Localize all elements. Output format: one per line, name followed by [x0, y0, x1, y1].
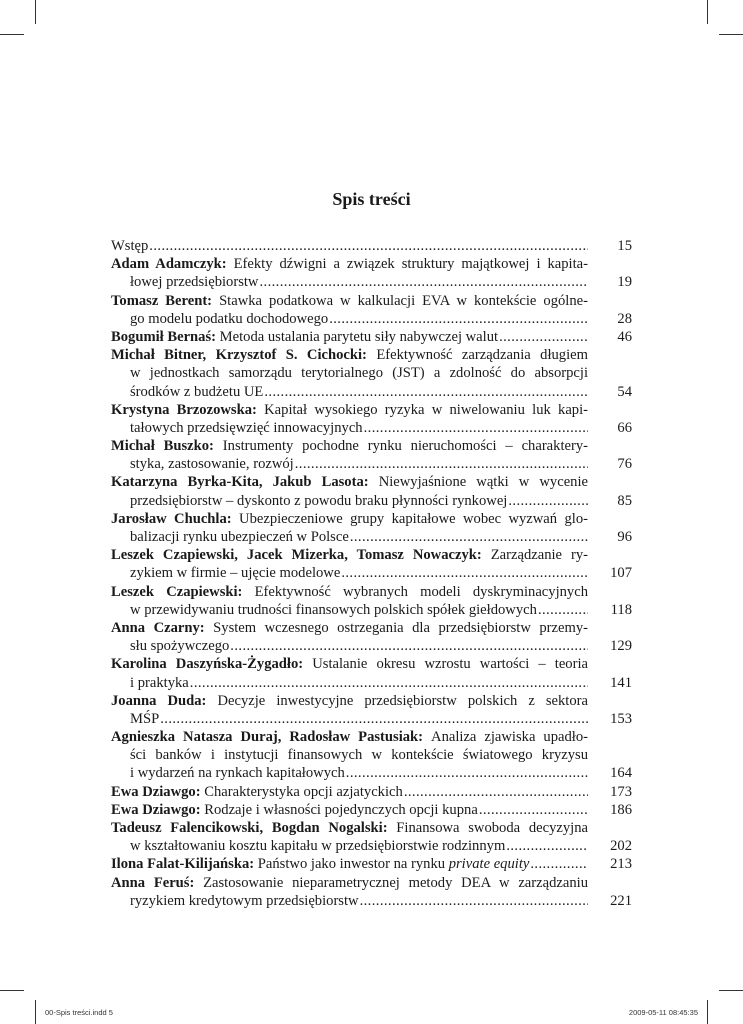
- dot-leader: [479, 801, 588, 819]
- dot-leader: [506, 837, 588, 855]
- toc-entry-title: go modelu podatku dochodowego: [130, 310, 329, 327]
- toc-entry-line: [111, 601, 632, 619]
- toc-entry-title: tałowych przedsięwzięć innowacyjnych: [130, 419, 363, 436]
- crop-mark: [707, 1000, 708, 1024]
- toc-entry-title: i wydarzeń na rynkach kapitałowych: [130, 765, 345, 782]
- toc-entry-line: [111, 637, 632, 655]
- page-title: Spis treści: [332, 189, 411, 209]
- toc-entry: [111, 237, 632, 255]
- toc-entry-line: [111, 764, 632, 782]
- page-number: 221: [610, 892, 632, 909]
- toc-entry-title: Zarządzanie ry-: [490, 547, 589, 564]
- page-number: 173: [610, 783, 632, 800]
- toc-author: Agnieszka Natasza Duraj, Radosław Pastusiak:: [111, 729, 424, 746]
- toc-entry-title: w jednostkach samorządu terytorialnego (JST) a zdolność do absorpcji: [130, 365, 588, 382]
- toc-entry-title: balizacji rynku ubezpieczeń w Polsce: [130, 529, 349, 545]
- toc-author: Jarosław Chuchla:: [111, 510, 232, 527]
- toc-entry-line: [111, 855, 632, 873]
- page-number: 19: [617, 274, 632, 291]
- page-number: 66: [617, 419, 632, 436]
- toc-entry-title: przedsiębiorstw – dyskonto z powodu braku płynności rynkowej: [130, 492, 508, 509]
- page-number: 153: [610, 710, 632, 727]
- toc-entry-title: MŚP: [130, 710, 160, 727]
- toc-entry: [111, 546, 632, 582]
- toc-entry-line: [111, 783, 632, 801]
- toc-entry: [111, 692, 632, 728]
- dot-leader: [160, 710, 588, 728]
- page-number: 54: [617, 383, 632, 400]
- toc-author: Ilona Falat-Kilijańska:: [111, 856, 255, 873]
- toc-entry-line: [111, 655, 632, 673]
- toc-entry-line: [111, 674, 632, 692]
- toc-entry-title: System wczesnego ostrzegania dla przedsiębiorstw przemy-: [213, 619, 588, 636]
- dot-leader: [530, 855, 588, 873]
- dot-leader: [295, 455, 588, 473]
- toc-author: Katarzyna Byrka-Kita, Jakub Lasota:: [111, 474, 369, 491]
- page-number: 202: [610, 838, 632, 855]
- page-number: 164: [610, 765, 632, 782]
- dot-leader: [149, 237, 588, 255]
- crop-mark: [719, 34, 743, 35]
- toc-entry-line: [111, 364, 632, 382]
- toc-entry: [111, 255, 632, 291]
- crop-mark: [719, 990, 743, 991]
- toc-entry-title: Wstęp: [111, 238, 149, 254]
- toc-author: Anna Feruś:: [111, 874, 195, 891]
- dot-leader: [360, 892, 588, 910]
- toc-entry: [111, 328, 632, 346]
- toc-entry: [111, 473, 632, 509]
- dot-leader: [508, 492, 588, 510]
- toc-entry-line: [111, 310, 632, 328]
- toc-entry-title: łowej przedsiębiorstw: [130, 274, 259, 291]
- toc-entry-title: Państwo jako inwestor na rynku: [257, 856, 446, 873]
- toc-entry: [111, 401, 632, 437]
- toc-author: Ewa Dziawgo:: [111, 783, 201, 800]
- toc-entry: [111, 801, 632, 819]
- toc-entry-title: Charakterystyka opcji azjatyckich: [204, 783, 403, 800]
- footer-timestamp: 2009-05-11 08:45:35: [628, 1008, 698, 1017]
- toc-entry-line: [111, 492, 632, 510]
- toc-entry: [111, 728, 632, 783]
- page-number: 107: [610, 565, 632, 582]
- toc-entry-title: zykiem w firmie – ujęcie modelowe: [130, 565, 341, 582]
- toc-author: Karolina Daszyńska-Żygadło:: [111, 656, 304, 673]
- toc-author: Ewa Dziawgo:: [111, 801, 201, 818]
- page-number: 96: [617, 529, 632, 545]
- page-number: 141: [610, 674, 632, 691]
- dot-leader: [350, 528, 588, 546]
- page-number: 213: [610, 856, 632, 873]
- toc-entry-line: [111, 346, 632, 364]
- toc-entry-title: Stawka podatkowa w kalkulacji EVA w kontekście ogólne-: [219, 292, 588, 309]
- toc-entry-title: Metoda ustalania parytetu siły nabywczej walut: [219, 328, 499, 345]
- toc-entry-title-italic: private equity: [448, 856, 530, 873]
- toc-entry-line: [111, 583, 632, 601]
- toc-entry-line: [111, 728, 632, 746]
- toc-entry-title: ści banków i instytucji finansowych w kontekście światowego kryzysu: [130, 747, 588, 764]
- dot-leader: [264, 383, 588, 401]
- toc-entry-line: [111, 819, 632, 837]
- toc-entry: [111, 583, 632, 619]
- toc-entry: [111, 655, 632, 691]
- toc-entry-line: [111, 892, 632, 910]
- toc-entry-line: [111, 564, 632, 582]
- dot-leader: [538, 601, 588, 619]
- toc-author: Michał Buszko:: [111, 438, 214, 455]
- toc-entry-line: [111, 710, 632, 728]
- dot-leader: [230, 637, 588, 655]
- toc-entry-line: [111, 255, 632, 273]
- toc-entry-title: środków z budżetu UE: [130, 383, 264, 400]
- page-number: 186: [610, 801, 632, 818]
- toc-entry: [111, 855, 632, 873]
- toc-entry-line: [111, 619, 632, 637]
- toc-author: Anna Czarny:: [111, 619, 205, 636]
- table-of-contents: [111, 237, 632, 910]
- toc-entry-line: [111, 546, 632, 564]
- toc-entry-line: [111, 292, 632, 310]
- toc-entry-title: ryzykiem kredytowym przedsiębiorstw: [130, 892, 359, 909]
- toc-author: Michał Bitner, Krzysztof S. Cichocki:: [111, 347, 367, 364]
- dot-leader: [346, 764, 588, 782]
- toc-entry-line: [111, 437, 632, 455]
- toc-entry-line: [111, 510, 632, 528]
- dot-leader: [364, 419, 588, 437]
- page-number: 28: [617, 310, 632, 327]
- toc-entry-line: [111, 273, 632, 291]
- toc-entry-title: Niewyjaśnione wątki w wycenie: [378, 474, 588, 491]
- toc-entry-title: Analiza zjawiska upadło-: [431, 729, 588, 746]
- page-number: 118: [610, 601, 632, 618]
- toc-entry-line: [111, 455, 632, 473]
- toc-entry-line: [111, 837, 632, 855]
- page-number: 15: [617, 238, 632, 254]
- toc-author: Adam Adamczyk:: [111, 256, 227, 273]
- crop-mark: [35, 0, 36, 24]
- toc-entry: [111, 783, 632, 801]
- dot-leader: [259, 273, 588, 291]
- toc-author: Tadeusz Falencikowski, Bogdan Nogalski:: [111, 820, 388, 836]
- toc-entry-title: w kształtowaniu kosztu kapitału w przedsiębiorstwie rodzinnym: [130, 838, 506, 855]
- toc-entry: [111, 437, 632, 473]
- toc-entry-line: [111, 528, 632, 546]
- toc-entry-line: [111, 419, 632, 437]
- toc-entry-title: Finansowa swoboda decyzyjna: [396, 820, 588, 836]
- toc-entry-line: [111, 383, 632, 401]
- toc-author: Krystyna Brzozowska:: [111, 401, 257, 418]
- toc-entry-title: Ubezpieczeniowe grupy kapitałowe wobec wyzwań glo-: [239, 510, 588, 527]
- dot-leader: [404, 783, 588, 801]
- dot-leader: [190, 674, 588, 692]
- toc-entry: [111, 619, 632, 655]
- toc-author: Leszek Czapiewski, Jacek Mizerka, Tomasz Nowaczyk:: [111, 547, 482, 564]
- toc-entry-line: [111, 473, 632, 491]
- toc-entry-title: Zastosowanie nieparametrycznej metody DEA w zarządzaniu: [203, 874, 588, 891]
- toc-entry-line: [111, 401, 632, 419]
- crop-mark: [0, 990, 24, 991]
- toc-author: Leszek Czapiewski:: [111, 583, 243, 600]
- toc-entry-title: Rodzaje i własności pojedynczych opcji kupna: [204, 801, 478, 818]
- toc-entry-title: styka, zastosowanie, rozwój: [130, 456, 294, 473]
- toc-entry-title: Kapitał wysokiego ryzyka w niwelowaniu luk kapi-: [264, 401, 589, 418]
- toc-entry-title: Efektywność wybranych modeli dyskryminacyjnych: [254, 583, 588, 600]
- toc-entry: [111, 874, 632, 910]
- toc-author: Tomasz Berent:: [111, 292, 213, 309]
- toc-entry-title: Efekty dźwigni a związek struktury majątkowej i kapita-: [233, 256, 588, 273]
- toc-entry: [111, 819, 632, 855]
- toc-entry-line: [111, 692, 632, 710]
- crop-mark: [0, 34, 24, 35]
- toc-entry-title: słu spożywczego: [130, 638, 230, 655]
- toc-author: Joanna Duda:: [111, 692, 207, 709]
- dot-leader: [341, 564, 588, 582]
- dot-leader: [499, 328, 588, 346]
- toc-entry-title: Ustalanie okresu wzrostu wartości – teoria: [312, 656, 588, 673]
- toc-entry-title: w przewidywaniu trudności finansowych polskich spółek giełdowych: [130, 601, 537, 618]
- toc-entry-title: i praktyka: [130, 674, 189, 691]
- toc-entry: [111, 346, 632, 401]
- toc-entry-title: Decyzje inwestycyjne przedsiębiorstw polskich z sektora: [217, 692, 588, 709]
- page-number: 76: [617, 456, 632, 473]
- toc-entry-title: Instrumenty pochodne rynku nieruchomości – charaktery-: [222, 438, 589, 455]
- toc-author: Bogumił Bernaś:: [111, 328, 216, 345]
- toc-entry-line: [111, 328, 632, 346]
- crop-mark: [707, 0, 708, 24]
- toc-entry-line: [111, 237, 632, 255]
- toc-entry-line: [111, 746, 632, 764]
- page-number: 129: [610, 638, 632, 655]
- toc-entry-line: [111, 801, 632, 819]
- crop-mark: [35, 1000, 36, 1024]
- toc-entry-line: [111, 874, 632, 892]
- page-number: 85: [617, 492, 632, 509]
- toc-entry-title: Efektywność zarządzania długiem: [376, 347, 588, 364]
- page-number: 46: [617, 328, 632, 345]
- dot-leader: [329, 310, 588, 328]
- footer-filename: 00-Spis treści.indd 5: [45, 1008, 113, 1017]
- toc-entry: [111, 292, 632, 328]
- toc-entry: [111, 510, 632, 546]
